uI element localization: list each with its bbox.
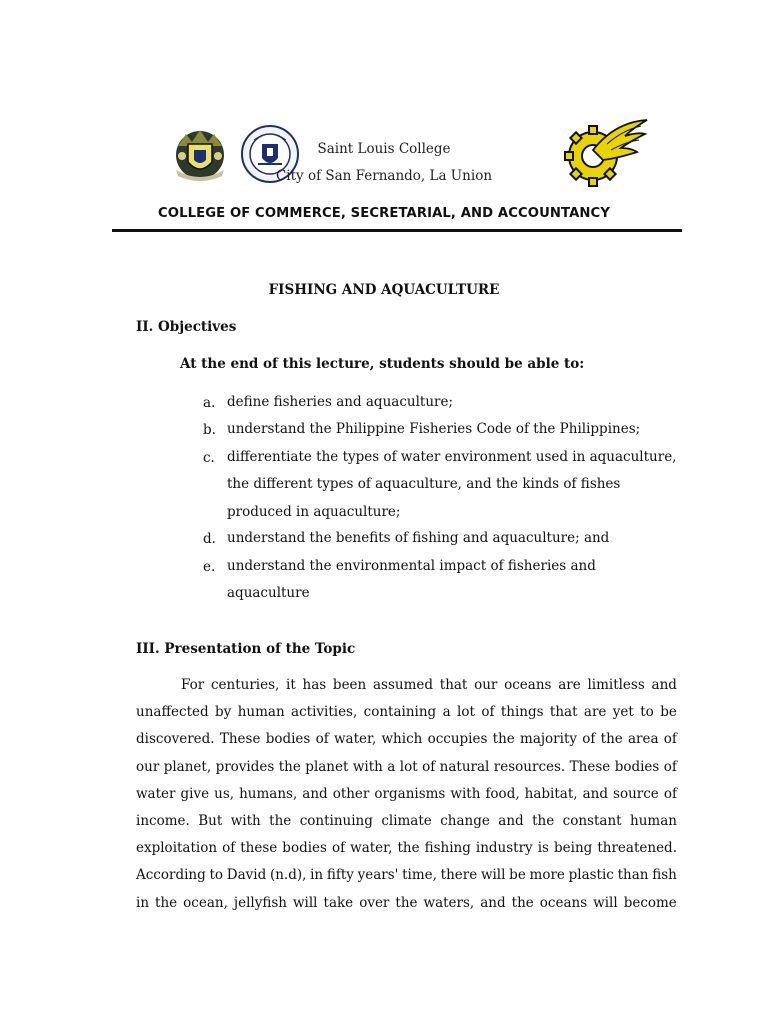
- objectives-lead: At the end of this lecture, students should be able to:: [180, 356, 585, 372]
- paragraph-line: exploitation of these bodies of water, the fishing industry is being threatened.: [136, 840, 677, 857]
- school-name: Saint Louis College: [317, 141, 451, 157]
- document-title: FISHING AND AQUACULTURE: [268, 282, 500, 298]
- topic-heading: III. Presentation of the Topic: [136, 641, 356, 657]
- objective-letter: b.: [203, 422, 216, 438]
- header-divider: [112, 229, 682, 232]
- paragraph-line: income. But with the continuing climate change and the constant human: [136, 812, 677, 829]
- college-name: COLLEGE OF COMMERCE, SECRETARIAL, AND ACCOUNTANCY: [158, 206, 610, 221]
- objectives-heading: II. Objectives: [136, 319, 237, 335]
- paragraph-line: unaffected by human activities, containing a lot of things that are yet to be: [136, 704, 677, 721]
- objective-text: understand the benefits of fishing and aquaculture; and: [227, 530, 610, 546]
- paragraph-line: our planet, provides the planet with a lot of natural resources. These bodies of: [136, 758, 677, 775]
- objective-letter: c.: [203, 450, 215, 466]
- objective-letter: e.: [203, 559, 216, 575]
- paragraph-line: According to David (n.d), in fifty years' time, there will be more plastic than fish: [136, 867, 677, 884]
- topic-paragraph: [136, 672, 677, 917]
- objective-text: understand the Philippine Fisheries Code of the Philippines;: [227, 421, 641, 437]
- school-location: City of San Fernando, La Union: [275, 168, 493, 184]
- objective-text: define fisheries and aquaculture;: [227, 394, 453, 410]
- paragraph-line: discovered. These bodies of water, which occupies the majority of the area of: [136, 731, 677, 748]
- paragraph-line: For centuries, it has been assumed that our oceans are limitless and: [181, 677, 677, 693]
- paragraph-line: water give us, humans, and other organisms with food, habitat, and source of: [136, 785, 677, 802]
- objective-text: understand the environmental impact of fisheries and aquaculture: [227, 558, 596, 602]
- objective-letter: d.: [203, 531, 216, 547]
- paragraph-line: in the ocean, jellyfish will take over the waters, and the oceans will become: [136, 894, 677, 911]
- objective-letter: a.: [203, 395, 216, 411]
- objective-text: differentiate the types of water environment used in aquaculture, the different types of aquaculture, and the kinds of fishes produced in aquaculture;: [227, 449, 677, 520]
